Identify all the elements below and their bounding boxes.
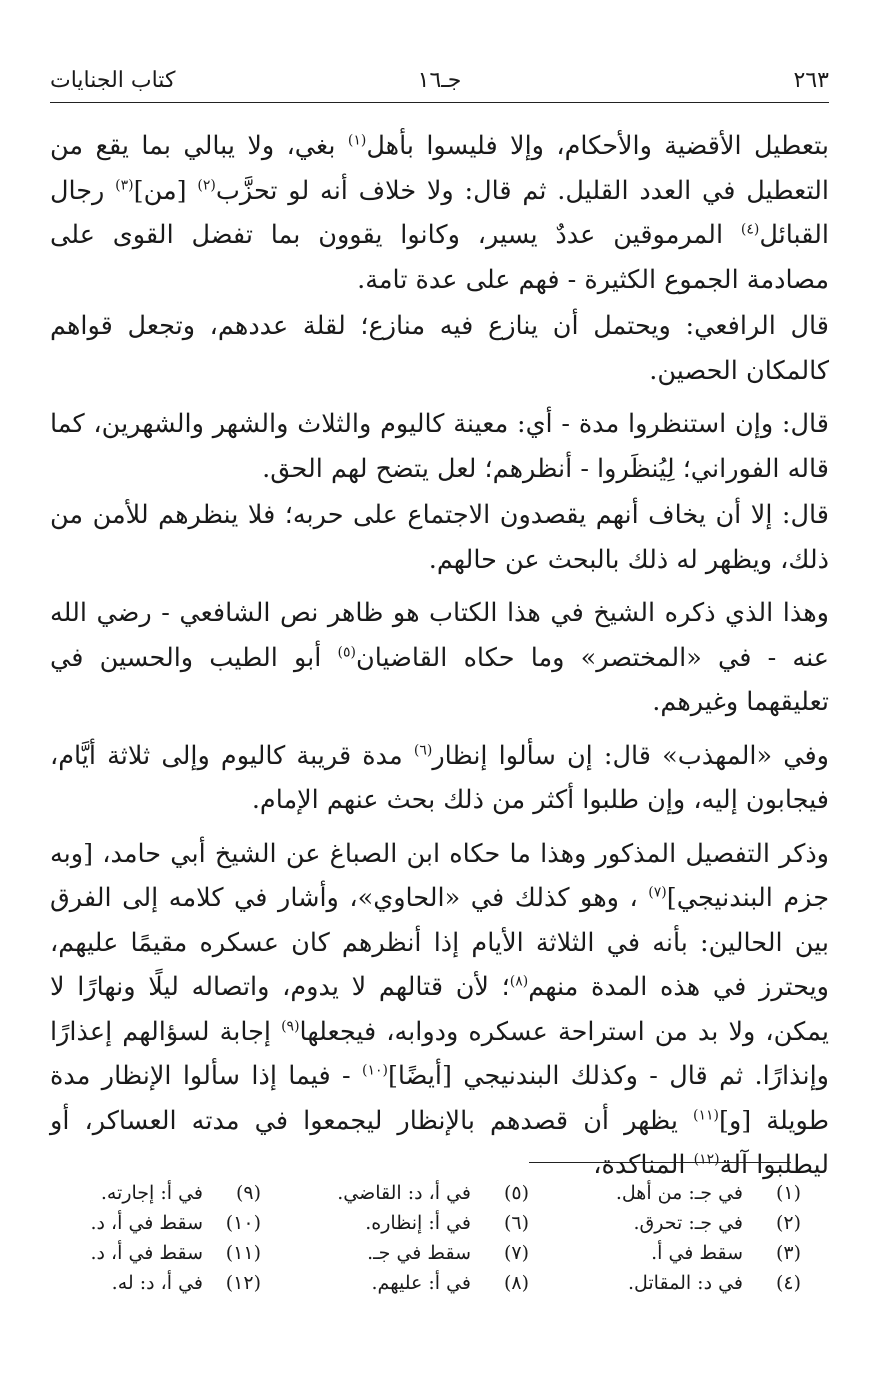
footnote-marker: (١) bbox=[347, 132, 367, 149]
text-run: قال: وإن استنظروا مدة - أي: معينة كاليوم والثلاث والشهر والشهرين، كما قاله الفوراني؛ لِيُنظَروا - أنظرهم؛ لعل يتضح لهم الحق. bbox=[50, 409, 829, 484]
footnote-text: سقط في أ. bbox=[651, 1242, 743, 1264]
footnote-item bbox=[551, 1238, 801, 1268]
footnote-number: (٣) bbox=[775, 1242, 801, 1264]
text-run: إجابة لسؤالهم إعذارًا وإنذارًا. ثم قال - وكذلك البندنيجي [أيضًا] bbox=[50, 1016, 829, 1091]
text-run: بتعطيل الأقضية والأحكام، وإلا فليسوا بأهل bbox=[366, 131, 829, 161]
footnote-item bbox=[11, 1178, 261, 1208]
footnote-number: (١) bbox=[775, 1182, 801, 1204]
footnote-number: (٧) bbox=[503, 1242, 529, 1264]
footnote-marker: (٩) bbox=[281, 1018, 300, 1034]
footnote-column bbox=[11, 1178, 261, 1298]
text-run: وهذا الذي ذكره الشيخ في هذا الكتاب هو ظاهر نص الشافعي - رضي الله عنه - في «المختصر» وما حكاه القاضيان bbox=[50, 598, 830, 673]
footnote-marker: (٤) bbox=[740, 221, 760, 238]
footnote-item bbox=[11, 1208, 261, 1238]
footnote-marker: (٧) bbox=[648, 884, 667, 901]
footnote-item bbox=[279, 1238, 529, 1268]
book-title: كتاب الجنايات bbox=[50, 68, 176, 93]
page-number: ٢٦٣ bbox=[793, 68, 829, 93]
paragraph bbox=[50, 402, 829, 491]
main-text bbox=[50, 124, 829, 1197]
footnote-item bbox=[279, 1178, 529, 1208]
footnote-text: في جـ: من أهل. bbox=[615, 1182, 743, 1204]
footnote-text: في أ، د: له. bbox=[111, 1272, 203, 1294]
footnote-text: في أ، د: القاضي. bbox=[337, 1182, 471, 1204]
running-header bbox=[50, 62, 829, 103]
footnote-number: (٦) bbox=[503, 1212, 529, 1234]
footnote-column bbox=[551, 1178, 801, 1298]
paragraph bbox=[50, 832, 829, 1188]
footnote-marker: (٣) bbox=[115, 177, 134, 193]
footnote-text: في أ: عليهم. bbox=[371, 1272, 471, 1294]
footnote-marker: (٦) bbox=[413, 742, 433, 758]
footnote-item bbox=[279, 1268, 529, 1298]
text-run: قال الرافعي: ويحتمل أن ينازع فيه منازع؛ لقلة عددهم، وتجعل قواهم كالمكان الحصين. bbox=[50, 311, 829, 386]
paragraph bbox=[50, 304, 829, 393]
text-run: وذكر التفصيل المذكور وهذا ما حكاه ابن الصباغ عن الشيخ أبي حامد، [وبه جزم البندنيجي] bbox=[50, 838, 830, 913]
footnote-text: سقط في أ، د. bbox=[90, 1242, 203, 1264]
footnote-marker: (٨) bbox=[509, 973, 529, 990]
paragraph bbox=[50, 493, 829, 582]
footnote-text: سقط في أ، د. bbox=[90, 1212, 203, 1234]
text-run: بغي، ولا يبالي بما يقع من التعطيل في العدد القليل. ثم قال: ولا خلاف أنه لو تحزَّب bbox=[50, 131, 830, 206]
footnote-item bbox=[279, 1208, 529, 1238]
footnote-text: سقط في جـ. bbox=[367, 1242, 471, 1264]
footnote-number: (٥) bbox=[503, 1182, 529, 1204]
footnote-column bbox=[279, 1178, 529, 1298]
footnote-item bbox=[11, 1238, 261, 1268]
volume-label: جـ١٦ bbox=[417, 68, 462, 93]
text-run: ؛ لأن قتالهم لا يدوم، واتصاله ليلًا ونهارًا لا يمكن، ولا بد من استراحة عسكره ودوابه، فيجعلها bbox=[50, 972, 829, 1047]
footnote-marker: (٥) bbox=[337, 644, 357, 660]
text-run: رجال القبائل bbox=[50, 175, 829, 250]
text-run: [من] bbox=[133, 175, 198, 206]
footnote-text: في أ: إجارته. bbox=[100, 1182, 203, 1204]
footnote-number: (١٢) bbox=[225, 1272, 261, 1294]
footnote-number: (٩) bbox=[235, 1182, 261, 1204]
paragraph bbox=[50, 591, 829, 725]
text-run: وفي «المهذب» قال: إن سألوا إنظار bbox=[432, 740, 829, 771]
footnote-marker: (١٢) bbox=[693, 1151, 720, 1168]
text-run: المرموقين عددٌ يسير، وكانوا يقوون بما تفضل القوى على مصادمة الجموع الكثيرة - فهم على عدة تامة. bbox=[50, 220, 829, 295]
paragraph bbox=[50, 734, 829, 823]
footnote-text: في جـ: تحرق. bbox=[633, 1212, 743, 1234]
footnote-item bbox=[551, 1208, 801, 1238]
footnote-item bbox=[11, 1268, 261, 1298]
footnote-marker: (١١) bbox=[693, 1107, 720, 1123]
text-run: المناكدة، bbox=[593, 1150, 694, 1180]
footnote-number: (٨) bbox=[503, 1272, 529, 1294]
footnote-item bbox=[551, 1178, 801, 1208]
footnote-marker: (١٠) bbox=[362, 1062, 388, 1079]
text-run: - فيما إذا سألوا الإنظار مدة طويلة [و] bbox=[50, 1061, 829, 1136]
footnote-text: في د: المقاتل. bbox=[627, 1272, 743, 1294]
footnote-number: (١١) bbox=[225, 1242, 261, 1264]
text-run: مدة قريبة كاليوم وإلى ثلاثة أيَّام، فيجابون إليه، وإن طلبوا أكثر من ذلك بحث عنهم الإمام. bbox=[50, 740, 829, 815]
text-run: أبو الطيب والحسين في تعليقهما وغيرهم. bbox=[50, 642, 829, 717]
footnote-text: في أ: إنظاره. bbox=[365, 1212, 471, 1234]
footnote-separator bbox=[529, 1162, 791, 1163]
footnote-number: (٤) bbox=[775, 1272, 801, 1294]
text-run: يظهر أن قصدهم بالإنظار ليجمعوا في مدته العساكر، أو ليطلبوا آلة bbox=[50, 1105, 829, 1180]
footnote-item bbox=[551, 1268, 801, 1298]
text-run: قال: إلا أن يخاف أنهم يقصدون الاجتماع على حربه؛ فلا ينظرهم للأمن من ذلك، ويظهر له ذلك بالبحث عن حالهم. bbox=[50, 500, 829, 575]
footnote-number: (١٠) bbox=[225, 1212, 261, 1234]
footnote-number: (٢) bbox=[775, 1212, 801, 1234]
footnote-marker: (٢) bbox=[197, 177, 216, 193]
paragraph bbox=[50, 124, 829, 302]
text-run: ، وهو كذلك في «الحاوي»، وأشار في كلامه إلى الفرق بين الحالين: بأنه في الثلاثة الأيام إذا أنظرهم كان عسكره مقيمًا عليهم، ويحترز في هذه المدة منهم bbox=[50, 883, 829, 1002]
